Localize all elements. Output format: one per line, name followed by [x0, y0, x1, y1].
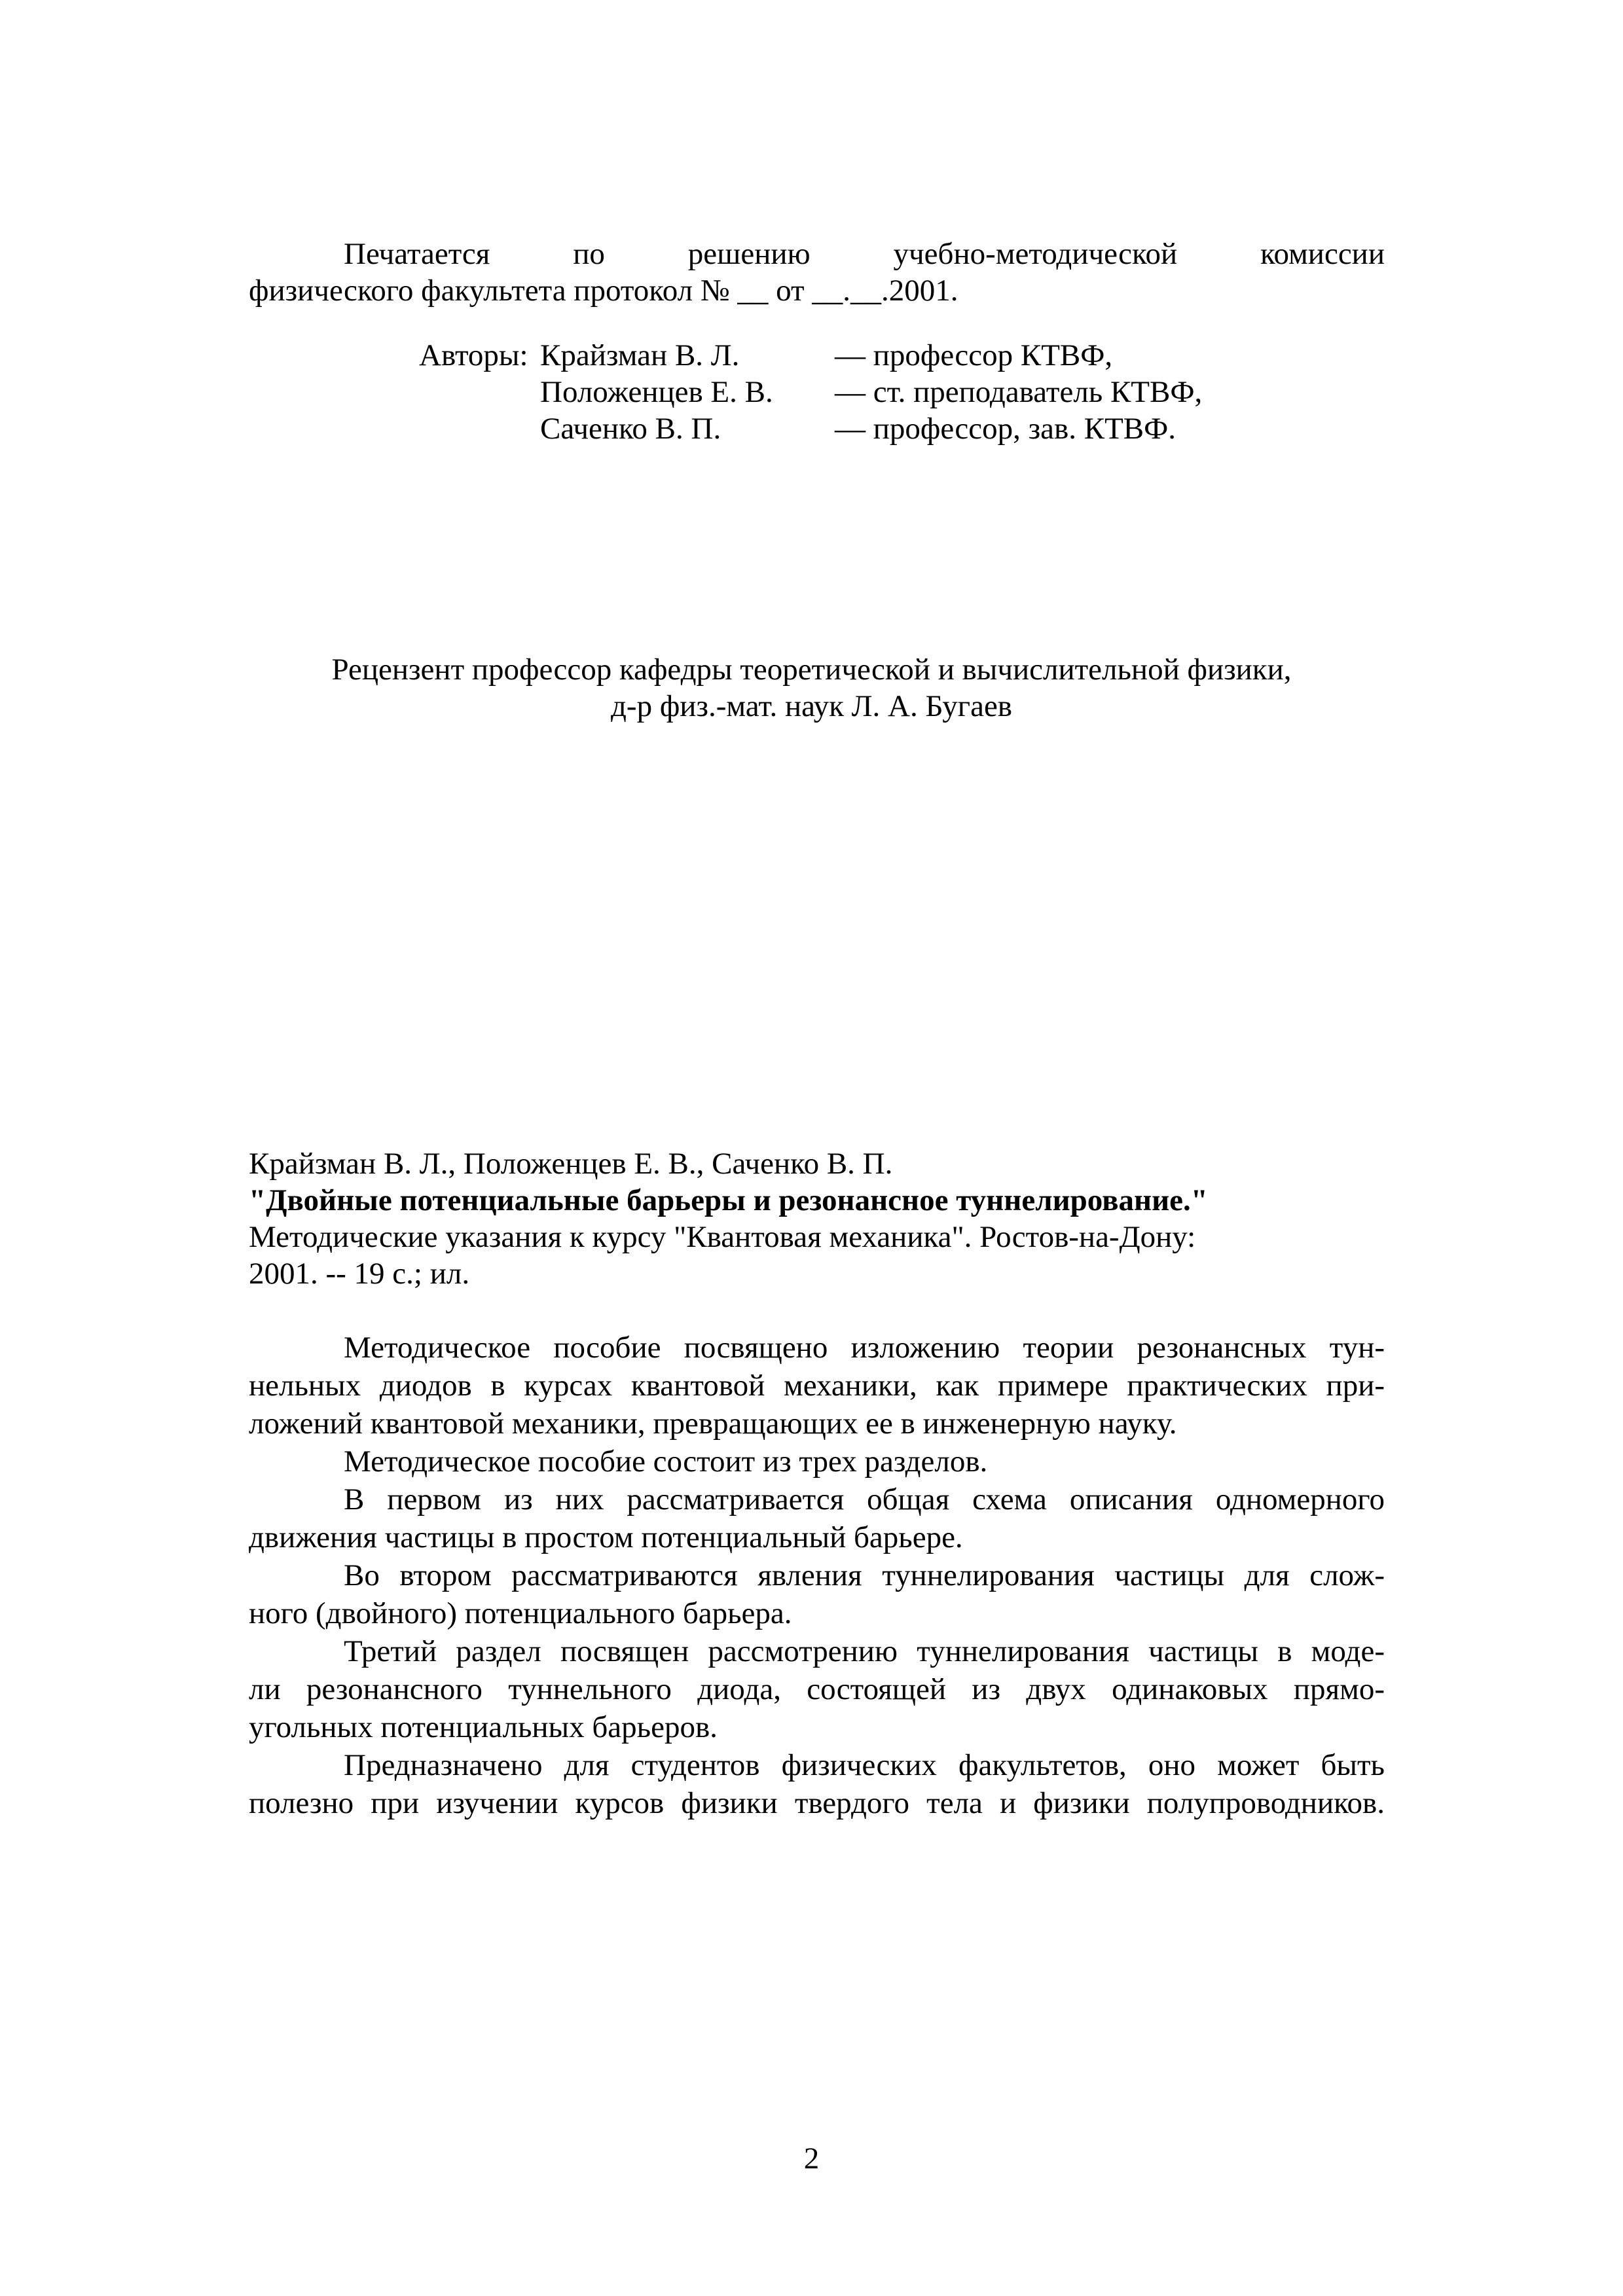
author-name: Крайзман В. Л.: [540, 338, 740, 372]
author-role: — ст. преподаватель КТВФ,: [835, 375, 1203, 409]
author-name: Саченко В. П.: [540, 412, 721, 446]
paragraph-line: Методическое пособие состоит из трех разделов.: [344, 1444, 988, 1479]
reviewer-line-1: Рецензент профессор кафедры теоретической и вычислительной физики,: [331, 653, 1292, 687]
paragraph-line: Третий раздел посвящен рассмотрению туннелирования частицы в моде-: [344, 1634, 1385, 1668]
imprint-line-2: физического факультета протокол № __ от __.__.2001.: [249, 274, 958, 308]
citation-title: "Двойные потенциальные барьеры и резонансное туннелирование.": [249, 1183, 1208, 1217]
citation-description-line-1: Методические указания к курсу "Квантовая механика". Ростов-на-Дону:: [249, 1220, 1196, 1254]
author-role: — профессор КТВФ,: [835, 338, 1113, 372]
paragraph-line: нельных диодов в курсах квантовой механики, как примере практических при-: [249, 1369, 1385, 1403]
author-role: — профессор, зав. КТВФ.: [835, 412, 1176, 446]
paragraph-line: угольных потенциальных барьеров.: [249, 1710, 718, 1744]
paragraph-line: Методическое пособие посвящено изложению теории резонансных тун-: [344, 1331, 1385, 1365]
citation-authors: Крайзман В. Л., Положенцев Е. В., Саченко В. П.: [249, 1147, 893, 1181]
authors-label: Авторы:: [419, 338, 528, 372]
imprint-line-1: Печатается по решению учебно-методической комиссии: [344, 237, 1385, 271]
reviewer-line-2: д-р физ.-мат. наук Л. А. Бугаев: [611, 689, 1012, 723]
paragraph-line: ли резонансного туннельного диода, состоящей из двух одинаковых прямо-: [249, 1672, 1385, 1706]
paragraph-line: ложений квантовой механики, превращающих ее в инженерную науку.: [249, 1407, 1177, 1441]
citation-description-line-2: 2001. -- 19 с.; ил.: [249, 1257, 470, 1291]
paragraph-line: движения частицы в простом потенциальный барьере.: [249, 1520, 963, 1554]
author-name: Положенцев Е. В.: [540, 375, 773, 409]
page-number: 2: [803, 2142, 820, 2176]
paragraph-line: В первом из них рассматривается общая схема описания одномерного: [344, 1482, 1385, 1516]
abstract-paragraph: [249, 1329, 1385, 1822]
paragraph-line: полезно при изучении курсов физики твердого тела и физики полупроводников.: [249, 1786, 1385, 1820]
paragraph-line: ного (двойного) потенциального барьера.: [249, 1596, 792, 1630]
paragraph-line: Во втором рассматриваются явления туннелирования частицы для слож-: [344, 1558, 1385, 1592]
paragraph-line: Предназначено для студентов физических факультетов, оно может быть: [344, 1748, 1385, 1782]
